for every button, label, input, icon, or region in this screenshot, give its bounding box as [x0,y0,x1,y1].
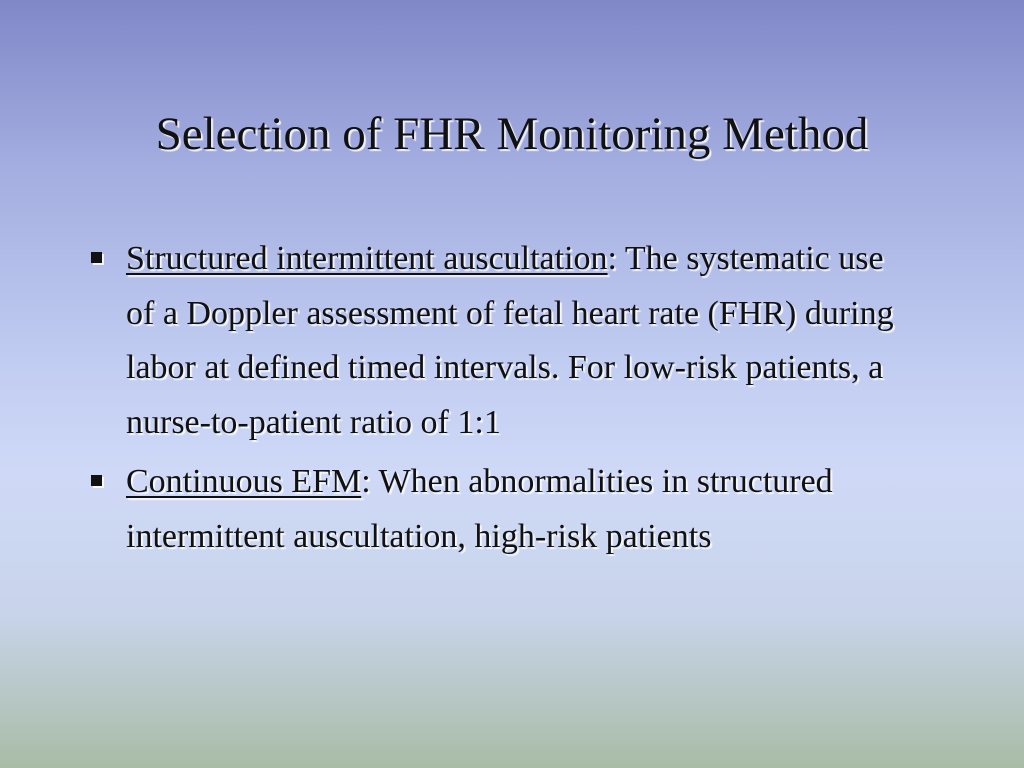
bullet-term: Continuous EFM [126,463,362,500]
bullet-list [86,232,916,569]
bullet-term: Structured intermittent auscultation [126,240,608,277]
bullet-item [86,232,916,450]
bullet-text: : The systematic use of a Doppler assessment of fetal heart rate (FHR) during labor at defined timed intervals. For low-risk patients, a nurse-to-patient ratio of 1:1 [126,240,894,441]
bullet-item [86,455,916,564]
square-bullet-icon [91,252,102,263]
slide-title: Selection of FHR Monitoring Method [155,108,869,160]
bullet-text: : When abnormalities in structured intermittent auscultation, high-risk patients [126,463,833,555]
square-bullet-icon [91,475,102,486]
